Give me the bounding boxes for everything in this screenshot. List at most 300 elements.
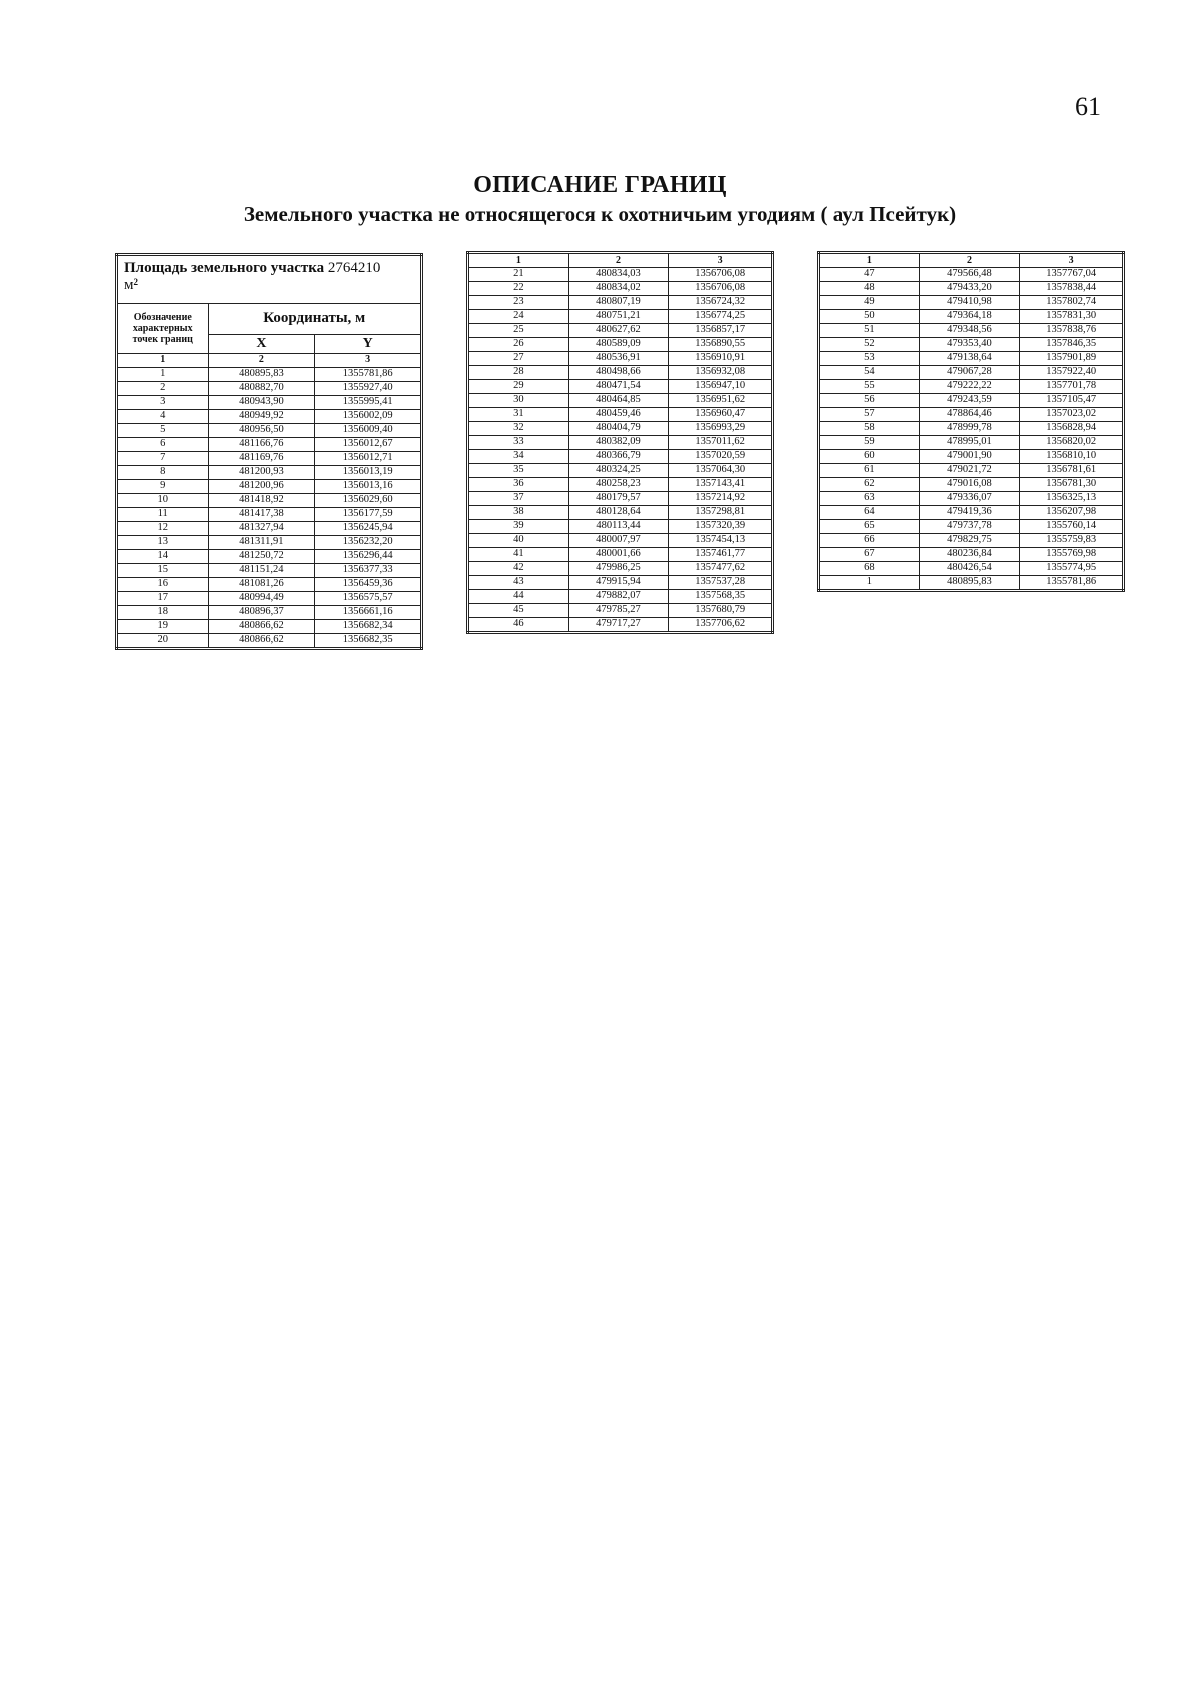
x-coordinate-cell: 480128,64 [568, 506, 669, 520]
x-coordinate-cell: 481418,92 [208, 493, 315, 507]
x-coordinate-cell: 479336,07 [919, 492, 1020, 506]
area-unit-sup: 2 [133, 277, 138, 288]
x-coordinate-cell: 480404,79 [568, 422, 669, 436]
y-coordinate-cell: 1357767,04 [1020, 268, 1124, 282]
y-coordinate-cell: 1355781,86 [315, 367, 422, 381]
x-coordinate-cell: 480459,46 [568, 408, 669, 422]
y-coordinate-cell: 1357320,39 [669, 520, 773, 534]
document-subtitle: Земельного участка не относящегося к охотничьим угодиям ( аул Псейтук) [243, 202, 957, 226]
column-index-row [468, 253, 773, 268]
point-number-cell: 25 [468, 324, 569, 338]
x-coordinate-cell: 480807,19 [568, 296, 669, 310]
y-coordinate-cell: 1357020,59 [669, 450, 773, 464]
x-coordinate-cell: 479986,25 [568, 562, 669, 576]
table-row [117, 381, 422, 395]
point-number-cell: 63 [819, 492, 920, 506]
point-number-cell: 56 [819, 394, 920, 408]
column-index: 3 [1020, 253, 1124, 268]
x-coordinate-cell: 480007,97 [568, 534, 669, 548]
table-row [819, 338, 1124, 352]
table-row [468, 576, 773, 590]
table-row [117, 577, 422, 591]
table-row [819, 492, 1124, 506]
table-row [468, 450, 773, 464]
y-coordinate-cell: 1356910,91 [669, 352, 773, 366]
point-number-cell: 23 [468, 296, 569, 310]
y-coordinate-cell: 1357838,44 [1020, 282, 1124, 296]
x-coordinate-cell: 480834,03 [568, 268, 669, 282]
point-number-cell: 33 [468, 436, 569, 450]
point-number-cell: 43 [468, 576, 569, 590]
point-number-cell: 67 [819, 548, 920, 562]
table-row [819, 394, 1124, 408]
column-index: 2 [208, 353, 315, 367]
y-coordinate-cell: 1356890,55 [669, 338, 773, 352]
point-label: Обозначение характерных точек границ [117, 303, 209, 353]
y-coordinate-cell: 1357477,62 [669, 562, 773, 576]
table-row [117, 507, 422, 521]
table-row [117, 619, 422, 633]
table-row [468, 506, 773, 520]
y-coordinate-cell: 1356706,08 [669, 282, 773, 296]
point-number-cell: 49 [819, 296, 920, 310]
table-row [468, 352, 773, 366]
point-number-cell: 4 [117, 409, 209, 423]
y-coordinate-cell: 1357831,30 [1020, 310, 1124, 324]
y-coordinate-cell: 1355769,98 [1020, 548, 1124, 562]
table-row [819, 268, 1124, 282]
y-coordinate-cell: 1356459,36 [315, 577, 422, 591]
x-coordinate-cell: 479243,59 [919, 394, 1020, 408]
table-row [468, 310, 773, 324]
x-coordinate-cell: 479138,64 [919, 352, 1020, 366]
y-coordinate-cell: 1356828,94 [1020, 422, 1124, 436]
x-coordinate-cell: 479829,75 [919, 534, 1020, 548]
point-number-cell: 66 [819, 534, 920, 548]
y-coordinate-cell: 1356009,40 [315, 423, 422, 437]
y-coordinate-cell: 1356932,08 [669, 366, 773, 380]
x-coordinate-cell: 481200,96 [208, 479, 315, 493]
table-row [117, 437, 422, 451]
table-row [468, 282, 773, 296]
y-coordinate-cell: 1357706,62 [669, 618, 773, 633]
table-row [117, 395, 422, 409]
y-coordinate-cell: 1355927,40 [315, 381, 422, 395]
point-number-cell: 68 [819, 562, 920, 576]
y-coordinate-cell: 1356377,33 [315, 563, 422, 577]
point-number-cell: 11 [117, 507, 209, 521]
column-index-row [819, 253, 1124, 268]
y-coordinate-cell: 1357537,28 [669, 576, 773, 590]
area-cell [117, 255, 422, 304]
y-coordinate-cell: 1356960,47 [669, 408, 773, 422]
column-index: 1 [468, 253, 569, 268]
y-coordinate-cell: 1355995,41 [315, 395, 422, 409]
x-coordinate-cell: 480866,62 [208, 633, 315, 648]
y-coordinate-cell: 1357461,77 [669, 548, 773, 562]
y-coordinate-cell: 1356232,20 [315, 535, 422, 549]
point-number-cell: 47 [819, 268, 920, 282]
point-number-cell: 13 [117, 535, 209, 549]
table-row [468, 520, 773, 534]
y-coordinate-cell: 1356012,71 [315, 451, 422, 465]
y-coordinate-cell: 1355774,95 [1020, 562, 1124, 576]
table-row [819, 562, 1124, 576]
x-coordinate-cell: 481081,26 [208, 577, 315, 591]
y-coordinate-cell: 1357802,74 [1020, 296, 1124, 310]
x-coordinate-cell: 479433,20 [919, 282, 1020, 296]
point-number-cell: 20 [117, 633, 209, 648]
y-coordinate-cell: 1356245,94 [315, 521, 422, 535]
x-coordinate-cell: 479410,98 [919, 296, 1020, 310]
table-row [117, 563, 422, 577]
x-coordinate-cell: 481151,24 [208, 563, 315, 577]
table-row [117, 535, 422, 549]
table-row [819, 534, 1124, 548]
table-row [468, 562, 773, 576]
table-row [819, 422, 1124, 436]
y-coordinate-cell: 1356857,17 [669, 324, 773, 338]
table-row [819, 450, 1124, 464]
y-coordinate-cell: 1357922,40 [1020, 366, 1124, 380]
point-number-cell: 17 [117, 591, 209, 605]
area-unit: м [124, 277, 134, 294]
y-coordinate-cell: 1356029,60 [315, 493, 422, 507]
table-row [819, 576, 1124, 591]
point-number-cell: 31 [468, 408, 569, 422]
table-row [117, 633, 422, 648]
x-coordinate-cell: 480179,57 [568, 492, 669, 506]
table-row [117, 423, 422, 437]
y-coordinate-cell: 1355759,83 [1020, 534, 1124, 548]
x-coordinate-cell: 480001,66 [568, 548, 669, 562]
x-coordinate-cell: 480943,90 [208, 395, 315, 409]
point-number-cell: 18 [117, 605, 209, 619]
table-row [468, 618, 773, 633]
point-number-cell: 40 [468, 534, 569, 548]
document-title: ОПИСАНИЕ ГРАНИЦ [473, 172, 727, 198]
point-number-cell: 30 [468, 394, 569, 408]
table-row [117, 591, 422, 605]
x-coordinate-cell: 479353,40 [919, 338, 1020, 352]
point-number-cell: 5 [117, 423, 209, 437]
table-row [468, 590, 773, 604]
point-number-cell: 64 [819, 506, 920, 520]
point-number-cell: 12 [117, 521, 209, 535]
point-number-cell: 51 [819, 324, 920, 338]
y-coordinate-cell: 1356013,19 [315, 465, 422, 479]
x-coordinate-cell: 481327,94 [208, 521, 315, 535]
point-number-cell: 35 [468, 464, 569, 478]
table-row [117, 465, 422, 479]
table-row [117, 367, 422, 381]
y-coordinate-cell: 1357680,79 [669, 604, 773, 618]
y-coordinate-cell: 1357454,13 [669, 534, 773, 548]
y-coordinate-cell: 1356951,62 [669, 394, 773, 408]
table-row [819, 436, 1124, 450]
x-coordinate-cell: 480866,62 [208, 619, 315, 633]
page-number: 61 [1075, 92, 1101, 121]
point-number-cell: 7 [117, 451, 209, 465]
table-row [468, 408, 773, 422]
point-number-cell: 37 [468, 492, 569, 506]
point-number-cell: 60 [819, 450, 920, 464]
x-coordinate-cell: 481169,76 [208, 451, 315, 465]
y-coordinate-cell: 1356013,16 [315, 479, 422, 493]
point-number-cell: 46 [468, 618, 569, 633]
y-coordinate-cell: 1357838,76 [1020, 324, 1124, 338]
x-coordinate-cell: 480536,91 [568, 352, 669, 366]
y-coordinate-cell: 1357846,35 [1020, 338, 1124, 352]
table-row [819, 296, 1124, 310]
y-coordinate-cell: 1356781,61 [1020, 464, 1124, 478]
y-coordinate-cell: 1356177,59 [315, 507, 422, 521]
table-row [819, 478, 1124, 492]
point-number-cell: 62 [819, 478, 920, 492]
table-row [468, 436, 773, 450]
table-row [468, 338, 773, 352]
y-coordinate-cell: 1357143,41 [669, 478, 773, 492]
column-index: 1 [117, 353, 209, 367]
y-coordinate-cell: 1357064,30 [669, 464, 773, 478]
table-row [117, 493, 422, 507]
table-row [468, 366, 773, 380]
x-coordinate-cell: 480498,66 [568, 366, 669, 380]
coordinates-table-3 [817, 251, 1125, 592]
x-coordinate-cell: 480236,84 [919, 548, 1020, 562]
point-number-cell: 10 [117, 493, 209, 507]
x-coordinate-cell: 480589,09 [568, 338, 669, 352]
point-number-cell: 29 [468, 380, 569, 394]
table-row [468, 478, 773, 492]
y-coordinate-cell: 1356781,30 [1020, 478, 1124, 492]
point-number-cell: 21 [468, 268, 569, 282]
column-index: 3 [315, 353, 422, 367]
point-number-cell: 1 [819, 576, 920, 591]
y-coordinate-cell: 1356661,16 [315, 605, 422, 619]
y-coordinate-cell: 1355760,14 [1020, 520, 1124, 534]
x-coordinate-cell: 480751,21 [568, 310, 669, 324]
point-number-cell: 65 [819, 520, 920, 534]
y-coordinate-cell: 1357901,89 [1020, 352, 1124, 366]
point-number-cell: 58 [819, 422, 920, 436]
x-coordinate-cell: 479222,22 [919, 380, 1020, 394]
point-number-cell: 61 [819, 464, 920, 478]
table-row [819, 366, 1124, 380]
table-row [468, 492, 773, 506]
x-coordinate-cell: 481417,38 [208, 507, 315, 521]
table-row [819, 464, 1124, 478]
y-coordinate-cell: 1357105,47 [1020, 394, 1124, 408]
table-row [819, 506, 1124, 520]
table-row [117, 451, 422, 465]
column-index: 3 [669, 253, 773, 268]
point-number-cell: 2 [117, 381, 209, 395]
table-row [819, 324, 1124, 338]
x-coordinate-cell: 480895,83 [919, 576, 1020, 591]
y-coordinate-cell: 1356820,02 [1020, 436, 1124, 450]
y-coordinate-cell: 1356947,10 [669, 380, 773, 394]
point-number-cell: 8 [117, 465, 209, 479]
point-number-cell: 50 [819, 310, 920, 324]
y-coordinate-cell: 1357298,81 [669, 506, 773, 520]
area-value: 2764210 [327, 260, 381, 276]
x-coordinate-cell: 479021,72 [919, 464, 1020, 478]
x-coordinate-cell: 480426,54 [919, 562, 1020, 576]
x-coordinate-cell: 480464,85 [568, 394, 669, 408]
y-coordinate-cell: 1356706,08 [669, 268, 773, 282]
x-label: X [208, 334, 315, 353]
x-coordinate-cell: 481200,93 [208, 465, 315, 479]
x-coordinate-cell: 480113,44 [568, 520, 669, 534]
table-row [468, 534, 773, 548]
table-row [468, 548, 773, 562]
point-number-cell: 36 [468, 478, 569, 492]
x-coordinate-cell: 480471,54 [568, 380, 669, 394]
table-row [468, 394, 773, 408]
y-coordinate-cell: 1357214,92 [669, 492, 773, 506]
point-number-cell: 52 [819, 338, 920, 352]
point-number-cell: 28 [468, 366, 569, 380]
x-coordinate-cell: 479067,28 [919, 366, 1020, 380]
x-coordinate-cell: 480994,49 [208, 591, 315, 605]
y-label: Y [315, 334, 422, 353]
table-row [117, 409, 422, 423]
y-coordinate-cell: 1355781,86 [1020, 576, 1124, 591]
table-row [117, 479, 422, 493]
y-coordinate-cell: 1356993,29 [669, 422, 773, 436]
point-number-cell: 42 [468, 562, 569, 576]
point-number-cell: 59 [819, 436, 920, 450]
point-number-cell: 54 [819, 366, 920, 380]
x-coordinate-cell: 480834,02 [568, 282, 669, 296]
area-label: Площадь земельного участка [124, 260, 325, 276]
x-coordinate-cell: 481311,91 [208, 535, 315, 549]
y-coordinate-cell: 1357023,02 [1020, 408, 1124, 422]
x-coordinate-cell: 479785,27 [568, 604, 669, 618]
x-coordinate-cell: 480882,70 [208, 381, 315, 395]
y-coordinate-cell: 1356296,44 [315, 549, 422, 563]
table-row [468, 296, 773, 310]
y-coordinate-cell: 1356012,67 [315, 437, 422, 451]
point-number-cell: 41 [468, 548, 569, 562]
x-coordinate-cell: 480324,25 [568, 464, 669, 478]
point-number-cell: 6 [117, 437, 209, 451]
table-row [117, 605, 422, 619]
point-number-cell: 38 [468, 506, 569, 520]
x-coordinate-cell: 479016,08 [919, 478, 1020, 492]
table-row [468, 324, 773, 338]
x-coordinate-cell: 478995,01 [919, 436, 1020, 450]
point-number-cell: 39 [468, 520, 569, 534]
point-number-cell: 26 [468, 338, 569, 352]
table-row [819, 352, 1124, 366]
point-number-cell: 22 [468, 282, 569, 296]
point-number-cell: 9 [117, 479, 209, 493]
coordinates-table-2 [466, 251, 774, 634]
column-index: 1 [819, 253, 920, 268]
x-coordinate-cell: 479566,48 [919, 268, 1020, 282]
x-coordinate-cell: 478999,78 [919, 422, 1020, 436]
column-index: 2 [568, 253, 669, 268]
y-coordinate-cell: 1356682,34 [315, 619, 422, 633]
point-number-cell: 1 [117, 367, 209, 381]
table-row [468, 422, 773, 436]
point-number-cell: 55 [819, 380, 920, 394]
point-number-cell: 16 [117, 577, 209, 591]
point-number-cell: 3 [117, 395, 209, 409]
point-number-cell: 32 [468, 422, 569, 436]
point-number-cell: 34 [468, 450, 569, 464]
coordinates-table-1 [115, 253, 423, 650]
column-index: 2 [919, 253, 1020, 268]
x-coordinate-cell: 480896,37 [208, 605, 315, 619]
table-row [819, 310, 1124, 324]
y-coordinate-cell: 1357568,35 [669, 590, 773, 604]
y-coordinate-cell: 1356002,09 [315, 409, 422, 423]
column-index-row [117, 353, 422, 367]
y-coordinate-cell: 1357011,62 [669, 436, 773, 450]
y-coordinate-cell: 1356325,13 [1020, 492, 1124, 506]
table-row [819, 548, 1124, 562]
x-coordinate-cell: 478864,46 [919, 408, 1020, 422]
table-row [117, 549, 422, 563]
table-row [468, 268, 773, 282]
table-row [468, 380, 773, 394]
y-coordinate-cell: 1356774,25 [669, 310, 773, 324]
point-number-cell: 44 [468, 590, 569, 604]
x-coordinate-cell: 480382,09 [568, 436, 669, 450]
x-coordinate-cell: 479737,78 [919, 520, 1020, 534]
point-number-cell: 53 [819, 352, 920, 366]
table-row [468, 464, 773, 478]
x-coordinate-cell: 479419,36 [919, 506, 1020, 520]
point-number-cell: 24 [468, 310, 569, 324]
x-coordinate-cell: 480627,62 [568, 324, 669, 338]
x-coordinate-cell: 479364,18 [919, 310, 1020, 324]
coordinates-label: Координаты, м [208, 303, 422, 334]
point-number-cell: 57 [819, 408, 920, 422]
point-number-cell: 19 [117, 619, 209, 633]
x-coordinate-cell: 480895,83 [208, 367, 315, 381]
y-coordinate-cell: 1356724,32 [669, 296, 773, 310]
x-coordinate-cell: 479915,94 [568, 576, 669, 590]
table-row [819, 520, 1124, 534]
x-coordinate-cell: 481250,72 [208, 549, 315, 563]
y-coordinate-cell: 1356682,35 [315, 633, 422, 648]
y-coordinate-cell: 1356575,57 [315, 591, 422, 605]
table-row [819, 408, 1124, 422]
point-number-cell: 14 [117, 549, 209, 563]
point-number-cell: 15 [117, 563, 209, 577]
y-coordinate-cell: 1356810,10 [1020, 450, 1124, 464]
x-coordinate-cell: 479717,27 [568, 618, 669, 633]
table-row [819, 380, 1124, 394]
x-coordinate-cell: 481166,76 [208, 437, 315, 451]
point-number-cell: 45 [468, 604, 569, 618]
x-coordinate-cell: 480258,23 [568, 478, 669, 492]
y-coordinate-cell: 1356207,98 [1020, 506, 1124, 520]
x-coordinate-cell: 480366,79 [568, 450, 669, 464]
x-coordinate-cell: 479882,07 [568, 590, 669, 604]
point-number-cell: 48 [819, 282, 920, 296]
table-row [819, 282, 1124, 296]
x-coordinate-cell: 479001,90 [919, 450, 1020, 464]
table-row [117, 521, 422, 535]
table-row [468, 604, 773, 618]
point-number-cell: 27 [468, 352, 569, 366]
x-coordinate-cell: 480956,50 [208, 423, 315, 437]
